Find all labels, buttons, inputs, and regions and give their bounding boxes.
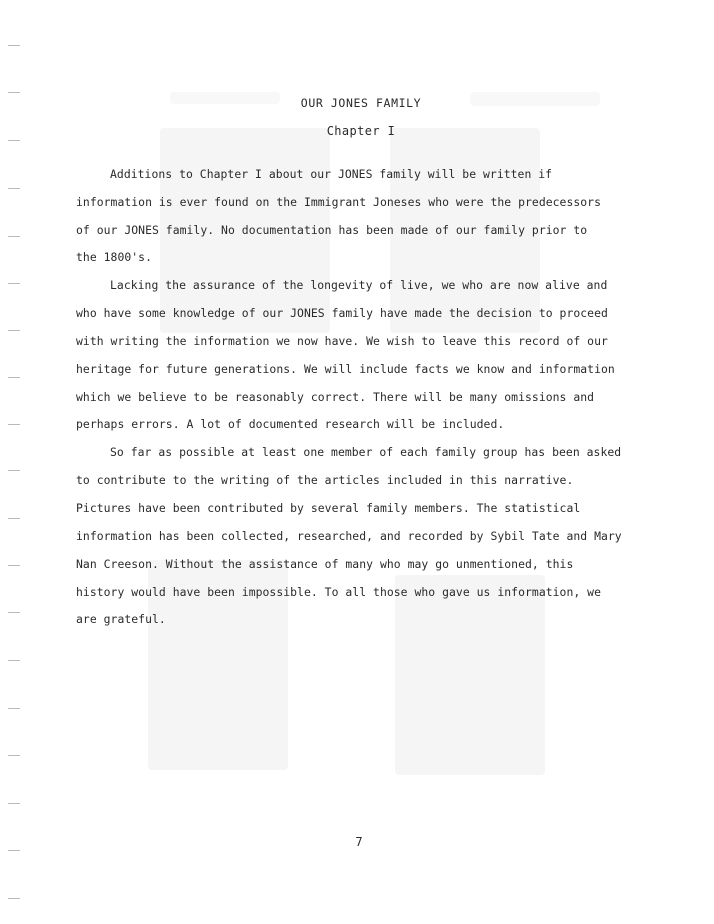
binding-margin-marks: [8, 0, 22, 924]
margin-tick: [8, 803, 20, 804]
margin-tick: [8, 188, 20, 189]
margin-tick: [8, 424, 20, 425]
margin-tick: [8, 708, 20, 709]
text-line: Pictures have been contributed by several family members. The statistical: [76, 501, 581, 515]
text-line: So far as possible at least one member of each family group has been asked: [110, 445, 622, 459]
chapter-heading: Chapter I: [326, 124, 396, 138]
text-line: information is ever found on the Immigrant Joneses who were the predecessors: [76, 195, 601, 209]
text-line: Lacking the assurance of the longevity of live, we who are now alive and: [110, 278, 608, 292]
text-line: Additions to Chapter I about our JONES family will be written if: [110, 167, 553, 181]
margin-tick: [8, 283, 20, 284]
margin-tick: [8, 660, 20, 661]
text-line: who have some knowledge of our JONES family have made the decision to proceed: [76, 306, 608, 320]
text-line: perhaps errors. A lot of documented research will be included.: [76, 417, 505, 431]
text-line: which we believe to be reasonably correct. There will be many omissions and: [76, 390, 595, 404]
margin-tick: [8, 612, 20, 613]
margin-tick: [8, 92, 20, 93]
margin-tick: [8, 898, 20, 899]
margin-tick: [8, 45, 20, 46]
text-line: Nan Creeson. Without the assistance of many who may go unmentioned, this: [76, 557, 574, 571]
text-line: are grateful.: [76, 612, 166, 626]
margin-tick: [8, 140, 20, 141]
text-line: information has been collected, researched, and recorded by Sybil Tate and Mary: [76, 529, 622, 543]
margin-tick: [8, 565, 20, 566]
text-line: to contribute to the writing of the articles included in this narrative.: [76, 473, 574, 487]
text-line: history would have been impossible. To all those who gave us information, we: [76, 585, 601, 599]
margin-tick: [8, 330, 20, 331]
bleed-through-photo-4: [395, 575, 545, 775]
margin-tick: [8, 377, 20, 378]
margin-tick: [8, 470, 20, 471]
text-line: the 1800's.: [76, 250, 152, 264]
text-line: of our JONES family. No documentation has been made of our family prior to: [76, 223, 588, 237]
text-line: with writing the information we now have. We wish to leave this record of our: [76, 334, 608, 348]
margin-tick: [8, 850, 20, 851]
document-title: OUR JONES FAMILY: [300, 96, 422, 110]
text-line: heritage for future generations. We will include facts we know and information: [76, 362, 615, 376]
margin-tick: [8, 518, 20, 519]
margin-tick: [8, 236, 20, 237]
page-number: 7: [355, 835, 363, 849]
margin-tick: [8, 755, 20, 756]
